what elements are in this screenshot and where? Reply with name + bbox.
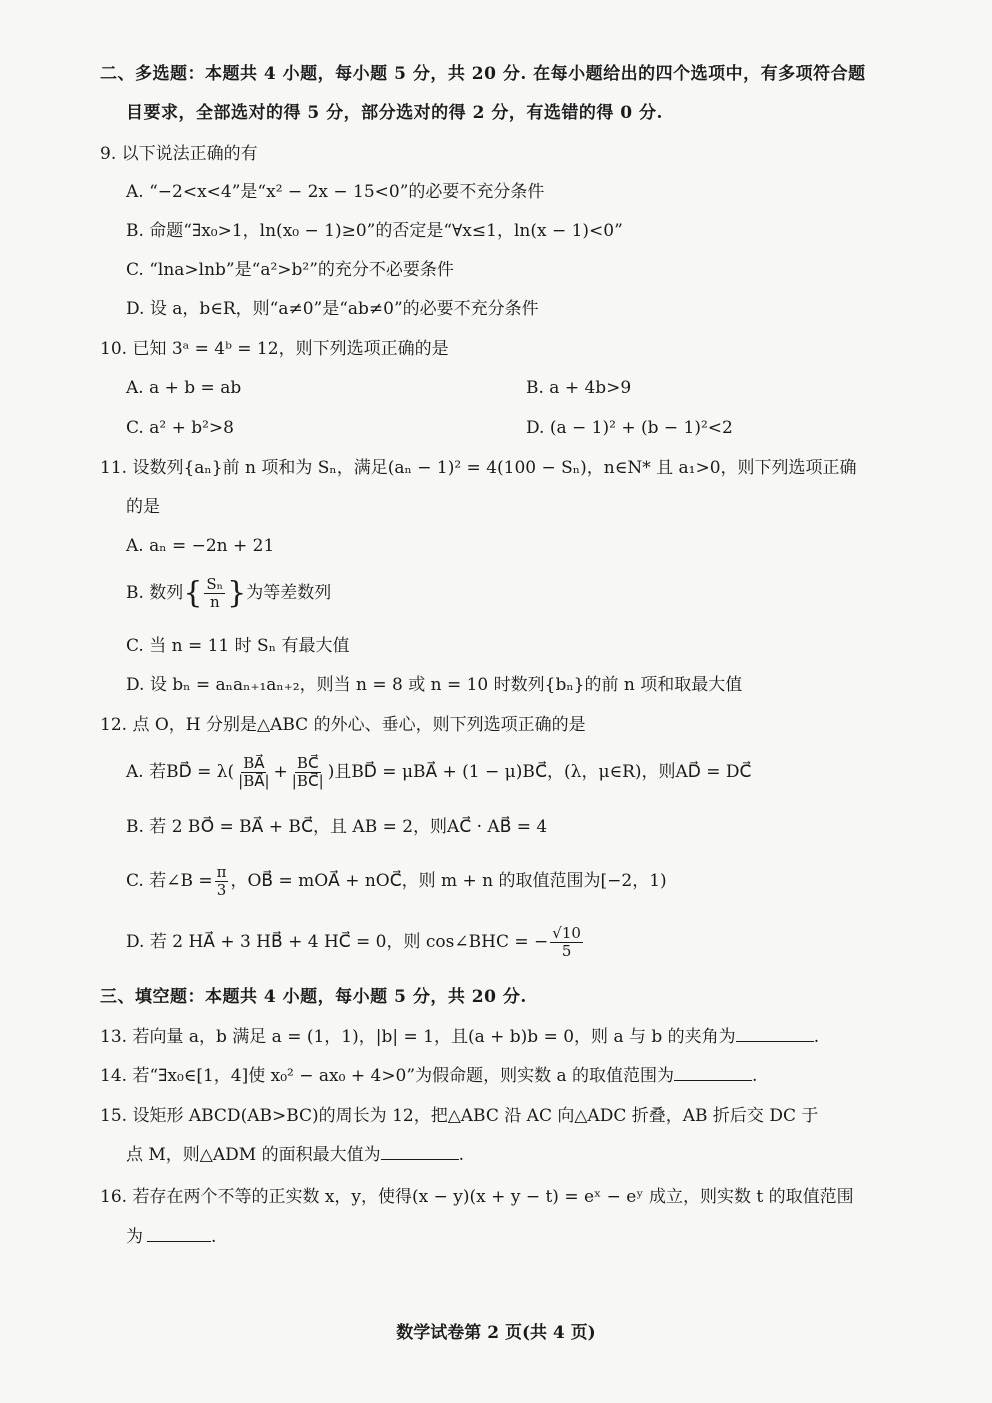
sqrt10-over-5-fraction <box>550 925 583 960</box>
page-footer: 数学试卷第 2 页(共 4 页) <box>396 1323 596 1343</box>
fraction-denominator: |BC⃗| <box>291 772 324 790</box>
q16-line1: 16. 若存在两个不等的正实数 x，y，使得(x − y)(x + y − t) = eˣ − eʸ 成立，则实数 t 的取值范围 <box>100 1187 854 1207</box>
q9-option-c: C. “lna>lnb”是“a²>b²”的充分不必要条件 <box>126 260 454 280</box>
q12-option-a-suffix: )且BD⃗ = μBA⃗ + (1 − μ)BC⃗，(λ，μ∈R)，则AD⃗ = DC⃗ <box>327 762 752 782</box>
q12-option-c-prefix: C. 若∠B = <box>126 871 213 891</box>
fraction-numerator: BA⃗ <box>243 754 265 772</box>
q12-option-d <box>126 925 585 960</box>
q11-option-b-prefix: B. 数列 <box>126 583 184 603</box>
q12-stem: 12. 点 O，H 分别是△ABC 的外心、垂心，则下列选项正确的是 <box>100 715 586 735</box>
q9-option-b: B. 命题“∃x₀>1，ln(x₀ − 1)≥0”的否定是“∀x≤1，ln(x − 1)<0” <box>126 221 623 241</box>
plus-sign: + <box>273 762 288 782</box>
answer-blank[interactable] <box>674 1064 752 1081</box>
q10-option-c: C. a² + b²>8 <box>126 418 234 438</box>
answer-blank[interactable] <box>736 1025 814 1042</box>
q10-option-b: B. a + 4b>9 <box>526 378 632 398</box>
q11-stem-line2: 的是 <box>126 497 160 517</box>
q15-end: . <box>458 1145 465 1165</box>
q9-option-d: D. 设 a，b∈R，则“a≠0”是“ab≠0”的必要不充分条件 <box>126 299 539 319</box>
q11-option-d: D. 设 bₙ = aₙaₙ₊₁aₙ₊₂，则当 n = 8 或 n = 10 时数列{bₙ}的前 n 项和取最大值 <box>126 675 743 695</box>
q16-line2 <box>126 1225 216 1249</box>
fraction-numerator: BC⃗ <box>296 754 319 772</box>
fraction-denominator: 3 <box>216 881 227 899</box>
section2-header-line1: 二、多选题：本题共 4 小题，每小题 5 分，共 20 分. 在每小题给出的四个选项中，有多项符合题 <box>100 64 866 84</box>
pi-over-3-fraction <box>215 864 229 899</box>
q12-option-a <box>126 755 751 790</box>
q12-option-c-suffix: ，OB⃗ = mOA⃗ + nOC⃗，则 m + n 的取值范围为[−2，1) <box>230 871 667 891</box>
q12-fraction-bc <box>290 755 326 790</box>
fraction-numerator: √10 <box>552 924 581 942</box>
fraction-denominator: 5 <box>561 942 572 960</box>
q11-option-b <box>126 576 331 611</box>
q10-option-a: A. a + b = ab <box>126 378 242 398</box>
q12-option-b: B. 若 2 BO⃗ = BA⃗ + BC⃗，且 AB = 2，则AC⃗ · AB⃗ = 4 <box>126 817 548 837</box>
q12-option-c <box>126 864 667 899</box>
q15-line1: 15. 设矩形 ABCD(AB>BC)的周长为 12，把△ABC 沿 AC 向△ADC 折叠，AB 折后交 DC 于 <box>100 1106 819 1126</box>
left-brace: { <box>183 575 203 611</box>
fraction-numerator: π <box>216 863 227 881</box>
q13-end: . <box>813 1027 820 1047</box>
section3-header: 三、填空题：本题共 4 小题，每小题 5 分，共 20 分. <box>100 987 527 1007</box>
q14-end: . <box>752 1066 758 1086</box>
fraction-numerator: Sₙ <box>206 575 224 593</box>
q10-option-d: D. (a − 1)² + (b − 1)²<2 <box>526 418 733 438</box>
q16-end: . <box>211 1227 217 1247</box>
section2-header-line2: 目要求，全部选对的得 5 分，部分选对的得 2 分，有选错的得 0 分. <box>126 103 663 123</box>
q11-option-b-suffix: 为等差数列 <box>246 583 332 603</box>
q11-option-c: C. 当 n = 11 时 Sₙ 有最大值 <box>126 636 350 656</box>
right-brace: } <box>227 575 247 611</box>
fraction-denominator: |BA⃗| <box>238 772 270 790</box>
q11-fraction <box>204 576 225 611</box>
q14 <box>100 1064 757 1088</box>
q16-text: 为 <box>126 1227 143 1247</box>
q10-stem: 10. 已知 3ᵃ = 4ᵇ = 12，则下列选项正确的是 <box>100 339 449 359</box>
q11-option-a: A. aₙ = −2n + 21 <box>126 536 275 556</box>
q15-line2 <box>126 1143 464 1167</box>
q9-stem: 9. 以下说法正确的有 <box>100 144 258 164</box>
answer-blank[interactable] <box>147 1225 211 1242</box>
q15-text: 点 M，则△ADM 的面积最大值为 <box>126 1145 381 1165</box>
q9-option-a: A. “−2<x<4”是“x² − 2x − 15<0”的必要不充分条件 <box>126 182 545 202</box>
q13 <box>100 1025 819 1049</box>
q12-fraction-ba <box>236 755 271 790</box>
fraction-denominator: n <box>209 593 220 611</box>
q11-stem-line1: 11. 设数列{aₙ}前 n 项和为 Sₙ，满足(aₙ − 1)² = 4(100 − Sₙ)，n∈N* 且 a₁>0，则下列选项正确 <box>100 458 857 478</box>
q13-text: 13. 若向量 a，b 满足 a = (1，1)，|b| = 1，且(a + b)b = 0，则 a 与 b 的夹角为 <box>100 1027 736 1047</box>
q12-option-a-prefix: A. 若BD⃗ = λ( <box>126 762 235 782</box>
q12-option-d-prefix: D. 若 2 HA⃗ + 3 HB⃗ + 4 HC⃗ = 0，则 cos∠BHC = − <box>126 932 549 952</box>
answer-blank[interactable] <box>381 1143 459 1160</box>
q14-text: 14. 若“∃x₀∈[1，4]使 x₀² − ax₀ + 4>0”为假命题，则实数 a 的取值范围为 <box>100 1066 675 1086</box>
